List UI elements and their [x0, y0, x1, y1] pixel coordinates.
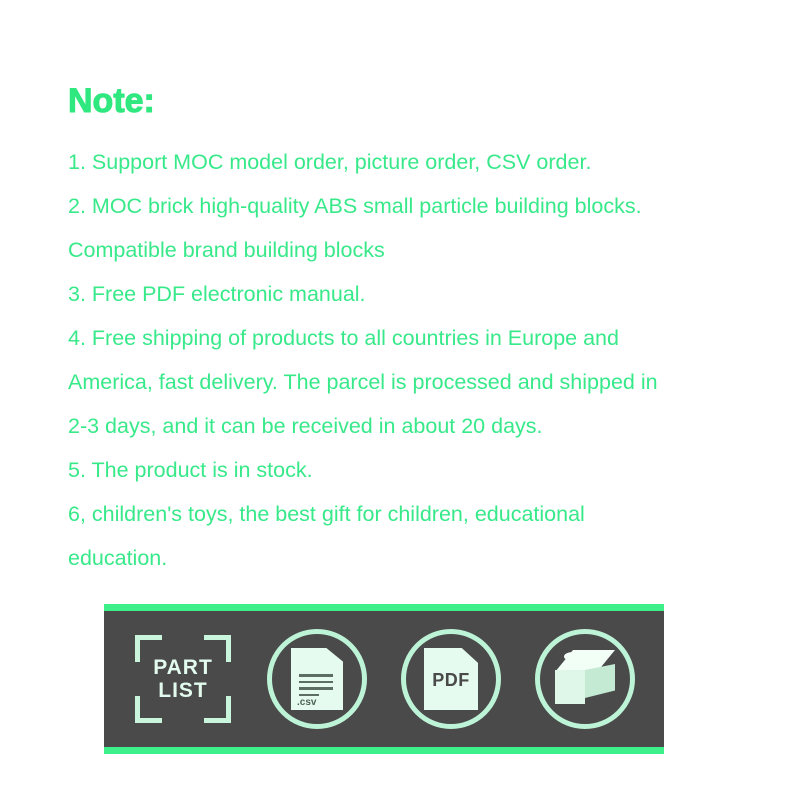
part-list-label [129, 656, 237, 702]
part-list-line1: PART [153, 656, 213, 679]
note-line: 3. Free PDF electronic manual. [68, 282, 366, 306]
note-line: 1. Support MOC model order, picture order, CSV order. [68, 150, 592, 174]
note-line: education. [68, 546, 168, 570]
part-list-frame-icon [129, 631, 237, 727]
note-text-block [68, 140, 800, 580]
building-brick-icon [552, 650, 618, 708]
note-line: 2. MOC brick high-quality ABS small particle building blocks. [68, 194, 642, 218]
note-line: 6, children's toys, the best gift for children, educational [68, 502, 585, 526]
note-line: 2-3 days, and it can be received in about 20 days. [68, 414, 543, 438]
note-line: 5. The product is in stock. [68, 458, 313, 482]
pdf-label: PDF [432, 670, 470, 691]
brick-badge [531, 627, 639, 731]
brick-circle [535, 629, 635, 729]
csv-badge [263, 627, 371, 731]
note-line: America, fast delivery. The parcel is processed and shipped in [68, 370, 658, 394]
part-list-badge [129, 627, 237, 731]
csv-circle [267, 629, 367, 729]
note-line: Compatible brand building blocks [68, 238, 385, 262]
page-title: Note: [68, 82, 155, 120]
csv-document-icon [291, 648, 343, 710]
part-list-line2: LIST [158, 679, 208, 702]
pdf-badge [397, 627, 505, 731]
pdf-document-icon [424, 648, 478, 710]
note-line: 4. Free shipping of products to all countries in Europe and [68, 326, 619, 350]
csv-extension-label: .csv [297, 697, 317, 708]
pdf-circle [401, 629, 501, 729]
brick-left-face [555, 670, 585, 704]
feature-badge-bar [104, 604, 664, 754]
